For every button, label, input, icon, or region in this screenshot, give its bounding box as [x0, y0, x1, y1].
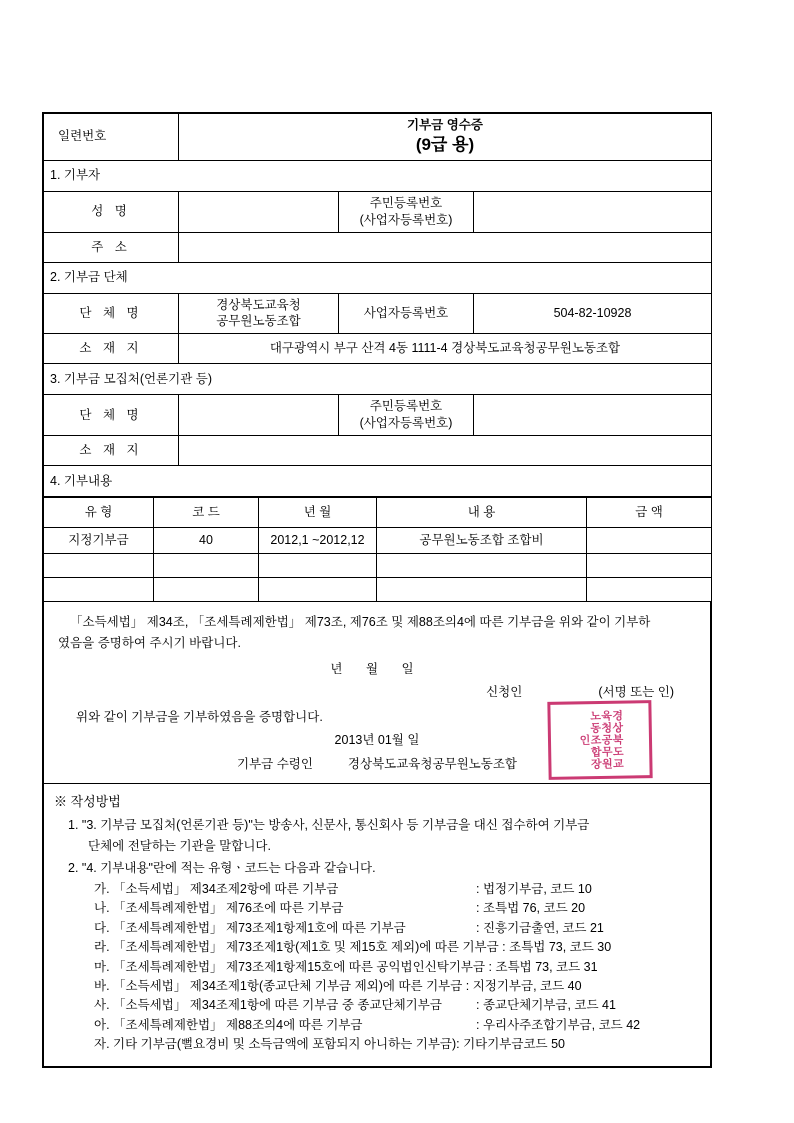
collector-rrn-value[interactable] — [474, 395, 712, 436]
instruction-subitem — [94, 919, 700, 938]
subitem-right: : 조특법 76, 코드 20 — [476, 901, 586, 916]
donation-receipt-document — [42, 112, 712, 1068]
table-row[interactable] — [44, 554, 712, 578]
collector-name-label: 단 체 명 — [44, 395, 179, 436]
cert-line-3: 위와 같이 기부금을 기부하였음을 증명합니다. — [76, 710, 323, 725]
collector-rrn-label-line2: (사업자등록번호) — [359, 416, 453, 431]
applicant-signature-row — [58, 682, 696, 703]
section1-heading: 1. 기부자 — [44, 160, 712, 191]
cell-code: 40 — [154, 528, 259, 554]
org-biz-label: 사업자등록번호 — [339, 293, 474, 334]
org-name-label: 단 체 명 — [44, 293, 179, 334]
donor-rrn-label — [339, 191, 474, 232]
instruction-subitem — [94, 958, 700, 977]
col-header-content: 내 용 — [377, 498, 587, 528]
section3-heading: 3. 기부금 모집처(언론기관 등) — [44, 364, 712, 395]
donor-rrn-label-line1: 주민등록번호 — [369, 195, 443, 210]
instruction-subitem — [94, 899, 700, 918]
donor-address-value[interactable] — [179, 232, 712, 262]
signature-label: (서명 또는 인) — [598, 684, 674, 699]
receipt-table — [43, 113, 712, 497]
instruction-item-2-line1: 2. "4. 기부내용"란에 적는 유형ㆍ코드는 다음과 같습니다. — [68, 860, 376, 875]
cell-type — [44, 578, 154, 602]
subitem-right: : 종교단체기부금, 코드 41 — [476, 998, 616, 1013]
cell-content — [377, 554, 587, 578]
cert-date-blank: 년 월 일 — [330, 661, 424, 676]
instruction-subitem — [94, 1035, 700, 1054]
donor-rrn-value[interactable] — [474, 191, 712, 232]
collector-rrn-label — [339, 395, 474, 436]
org-name-value — [179, 293, 339, 334]
subitem-left: 다. 「조세특례제한법」 제73조제1항제1호에 따른 기부금 — [94, 920, 406, 935]
cell-period — [259, 578, 377, 602]
cert-line-1: 「소득세법」 제34조, 「조세특례제한법」 제73조, 제76조 및 제88조의4에 따른 기부금을 위와 같이 기부하 — [70, 615, 651, 630]
certification-block — [43, 602, 711, 784]
cell-period — [259, 554, 377, 578]
subitem-left: 아. 「조세특례제한법」 제88조의4에 따른 기부금 — [94, 1017, 363, 1032]
document-title — [179, 114, 712, 161]
seal-text: 경상북도교육청공무원노동조합장인 — [577, 709, 624, 770]
cell-type: 지정기부금 — [44, 528, 154, 554]
cell-content: 공무원노동조합 조합비 — [377, 528, 587, 554]
cell-type — [44, 554, 154, 578]
col-header-amount: 금 액 — [587, 498, 712, 528]
instruction-item-1-line1: 1. "3. 기부금 모집처(언론기관 등)"는 방송사, 신문사, 통신회사 등 기부금을 대신 접수하여 기부금 — [68, 817, 590, 832]
subitem-left: 가. 「소득세법」 제34조제2항에 따른 기부금 — [94, 882, 339, 897]
instruction-subitem — [94, 977, 700, 996]
cell-amount — [587, 554, 712, 578]
cert-date: 2013년 01월 일 — [334, 733, 420, 748]
collector-location-value[interactable] — [179, 436, 712, 466]
org-location-label: 소 재 지 — [44, 334, 179, 364]
instruction-subitem — [94, 996, 700, 1015]
cell-code — [154, 578, 259, 602]
org-biz-value: 504-82-10928 — [474, 293, 712, 334]
donor-rrn-label-line2: (사업자등록번호) — [359, 212, 453, 227]
org-name-value-line2: 공무원노동조합 — [216, 314, 301, 329]
receiver-label: 기부금 수령인 — [237, 756, 313, 771]
subitem-left: 자. 기타 기부금(뻘요경비 및 소득금액에 포함되지 아니하는 기부금): 기타기부금코드 50 — [94, 1037, 565, 1052]
org-location-value: 대구광역시 부구 산격 4동 1111-4 경상북도교육청공무원노동조합 — [179, 334, 712, 364]
subitem-right: : 우리사주조합기부금, 코드 42 — [476, 1017, 641, 1032]
collector-location-label: 소 재 지 — [44, 436, 179, 466]
applicant-label: 신청인 — [486, 684, 523, 699]
donor-name-label: 성 명 — [44, 191, 179, 232]
cert-line-2: 였음을 증명하여 주시기 바랍니다. — [58, 636, 241, 651]
table-row[interactable] — [44, 578, 712, 602]
section4-heading: 4. 기부내용 — [44, 466, 712, 497]
title-sub: (9급 용) — [415, 134, 475, 154]
cell-code — [154, 554, 259, 578]
donor-address-label: 주 소 — [44, 232, 179, 262]
subitem-left: 라. 「조세특례제한법」 제73조제1항(제1호 및 제15호 제외)에 따른 기부금 : 조특법 73, 코드 30 — [94, 940, 612, 955]
subitem-left: 바. 「소득세법」 제34조제1항(종교단체 기부금 제외)에 따른 기부금 : 지정기부금, 코드 40 — [94, 978, 582, 993]
instruction-item-1-line2: 단체에 전달하는 기관을 말합니다. — [88, 839, 271, 854]
donation-detail-table — [43, 497, 712, 602]
instruction-subitem — [94, 880, 700, 899]
collector-rrn-label-line1: 주민등록번호 — [369, 399, 443, 414]
cell-content — [377, 578, 587, 602]
instructions-title: ※ 작성방법 — [54, 793, 121, 809]
subitem-right: : 진흥기금출연, 코드 21 — [476, 920, 604, 935]
collector-name-value[interactable] — [179, 395, 339, 436]
subitem-left: 사. 「소득세법」 제34조제1항에 따른 기부금 중 종교단체기부금 — [94, 998, 442, 1013]
col-header-period: 년 월 — [259, 498, 377, 528]
subitem-right: : 법정기부금, 코드 10 — [476, 882, 592, 897]
subitem-left: 마. 「조세특례제한법」 제73조제1항제15호에 따른 공익법인신탁기부금 : 조특법 73, 코드 31 — [94, 959, 598, 974]
donor-name-value[interactable] — [179, 191, 339, 232]
table-row[interactable] — [44, 528, 712, 554]
cell-amount — [587, 578, 712, 602]
instruction-subitem — [94, 1016, 700, 1035]
section2-heading: 2. 기부금 단체 — [44, 262, 712, 293]
receiver-value: 경상북도교육청공무원노동조합 — [347, 756, 517, 771]
cell-period: 2012,1 ~2012,12 — [259, 528, 377, 554]
cell-amount — [587, 528, 712, 554]
serial-number-label: 일련번호 — [44, 114, 179, 161]
title-main: 기부금 영수증 — [407, 118, 483, 132]
instructions-block — [43, 784, 711, 1068]
col-header-code: 코 드 — [154, 498, 259, 528]
subitem-left: 나. 「조세특례제한법」 제76조에 따른 기부금 — [94, 901, 344, 916]
official-seal-stamp — [547, 700, 652, 780]
instruction-subitem — [94, 938, 700, 957]
col-header-type: 유 형 — [44, 498, 154, 528]
org-name-value-line1: 경상북도교육청 — [216, 297, 301, 312]
